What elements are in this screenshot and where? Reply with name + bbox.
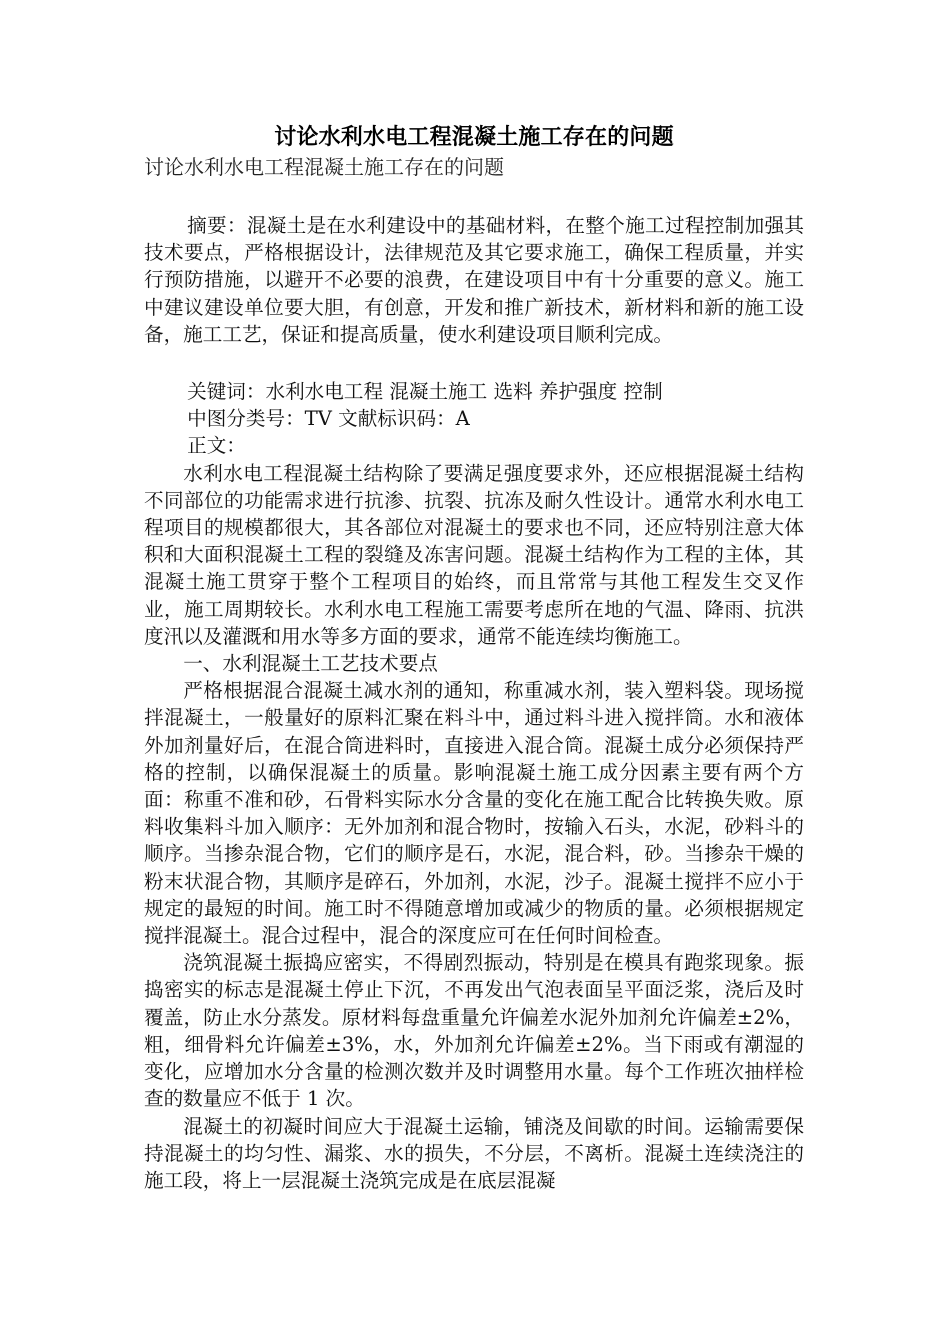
- classification-line: 中图分类号：TV 文献标识码：A: [187, 407, 470, 431]
- body-paragraph-3: 浇筑混凝土振捣应密实，不得剧烈振动，特别是在模具有跑浆现象。振捣密实的标志是混凝土停止下沉，不再发出气泡表面呈平面泛浆，浇后及时覆盖，防止水分蒸发。原材料每盘重量允许偏差水泥外加剂允许偏差±2%，粗，细骨料允许偏差±3%，水，外加剂允许偏差±2%。当下雨或有潮湿的变化，应增加水分含量的检测次数并及时调整用水量。每个工作班次抽样检查的数量应不低于 1 次。: [144, 951, 804, 1111]
- document-subtitle: 讨论水利水电工程混凝土施工存在的问题: [144, 155, 504, 179]
- body-paragraph-4: 混凝土的初凝时间应大于混凝土运输，铺浇及间歇的时间。运输需要保持混凝土的均匀性、漏浆、水的损失，不分层，不离析。混凝土连续浇注的施工段，将上一层混凝土浇筑完成是在底层混凝: [144, 1114, 804, 1192]
- document-title: 讨论水利水电工程混凝土施工存在的问题: [274, 124, 674, 150]
- abstract-paragraph: 摘要：混凝土是在水利建设中的基础材料，在整个施工过程控制加强其技术要点，严格根据设计，法律规范及其它要求施工，确保工程质量，并实行预防措施，以避开不必要的浪费，在建设项目中有十分重要的意义。施工中建议建设单位要大胆，有创意，开发和推广新技术，新材料和新的施工设备，施工工艺，保证和提高质量，使水利建设项目顺利完成。: [144, 214, 804, 346]
- spacer: [144, 348, 804, 378]
- document-content: [144, 122, 804, 1194]
- body-paragraph-1: 水利水电工程混凝土结构除了要满足强度要求外，还应根据混凝土结构不同部位的功能需求进行抗渗、抗裂、抗冻及耐久性设计。通常水利水电工程项目的规模都很大，其各部位对混凝土的要求也不同，还应特别注意大体积和大面积混凝土工程的裂缝及冻害问题。混凝土结构作为工程的主体，其混凝土施工贯穿于整个工程项目的始终，而且常常与其他工程发生交叉作业，施工周期较长。水利水电工程施工需要考虑所在地的气温、降雨、抗洪度汛以及灌溉和用水等多方面的要求，通常不能连续均衡施工。: [144, 461, 804, 648]
- body-label: 正文：: [187, 434, 246, 458]
- section-heading-1: 一、水利混凝土工艺技术要点: [183, 652, 438, 676]
- spacer: [144, 182, 804, 212]
- keywords-line: 关键词：水利水电工程 混凝土施工 选料 养护强度 控制: [187, 380, 663, 404]
- body-paragraph-2: 严格根据混合混凝土减水剂的通知，称重减水剂，装入塑料袋。现场搅拌混凝土，一般量好的原料汇聚在料斗中，通过料斗进入搅拌筒。水和液体外加剂量好后，在混合筒进料时，直接进入混合筒。混凝土成分必须保持严格的控制，以确保混凝土的质量。影响混凝土施工成分因素主要有两个方面：称重不准和砂，石骨料实际水分含量的变化在施工配合比转换失败。原料收集料斗加入顺序：无外加剂和混合物时，按输入石头，水泥，砂料斗的顺序。当掺杂混合物，它们的顺序是石，水泥，混合料，砂。当掺杂干燥的粉末状混合物，其顺序是碎石，外加剂，水泥，沙子。混凝土搅拌不应小于规定的最短的时间。施工时不得随意增加或减少的物质的量。必须根据规定搅拌混凝土。混合过程中，混合的深度应可在任何时间检查。: [144, 679, 804, 948]
